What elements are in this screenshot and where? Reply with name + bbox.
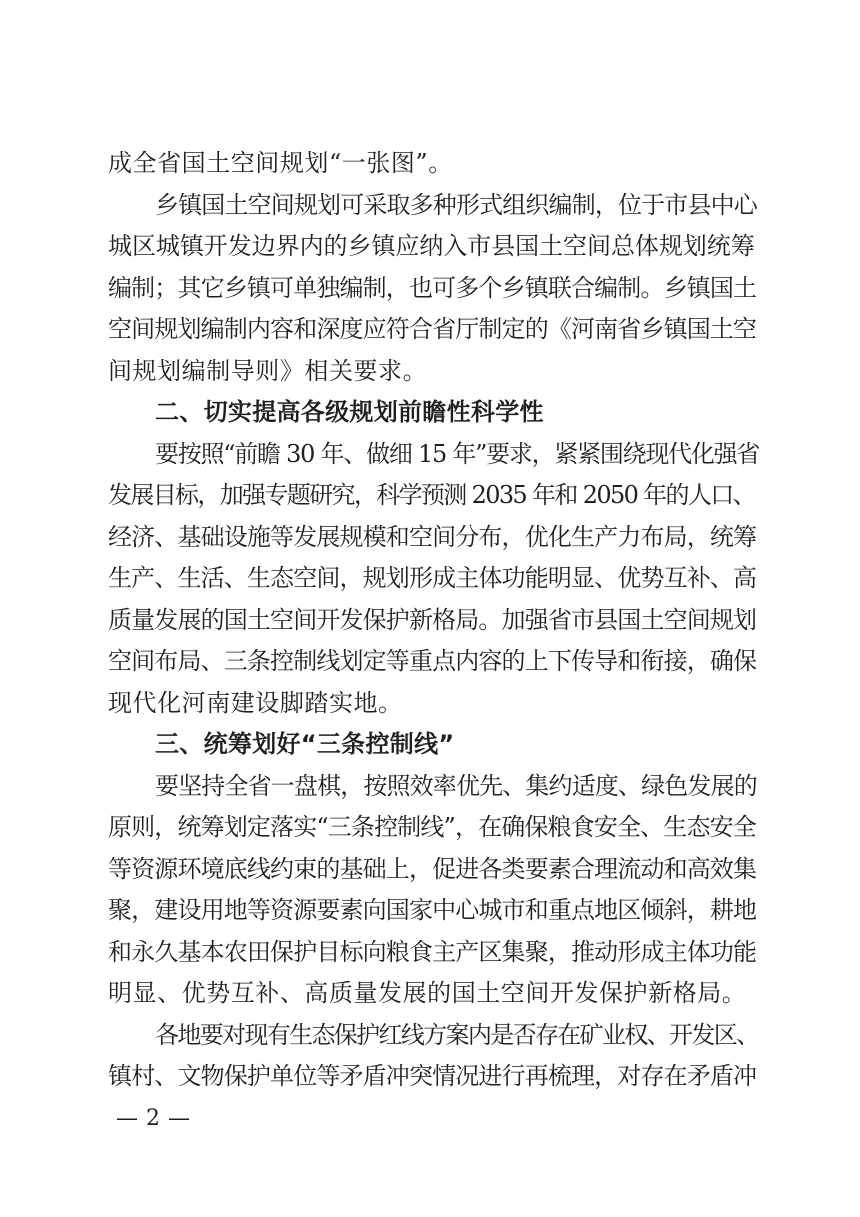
text-line: 间规划编制导则》相关要求。 <box>108 357 428 385</box>
text-line: 聚，建设用地等资源要素向国家中心城市和重点地区倾斜，耕地 <box>108 896 757 924</box>
paragraph-first-line: 各地要对现有生态保护红线方案内是否存在矿业权、开发区、 <box>155 1021 759 1049</box>
text-line: 镇村、文物保护单位等矛盾冲突情况进行再梳理，对存在矛盾冲 <box>108 1062 757 1090</box>
text-line: 明显、优势互补、高质量发展的国土空间开发保护新格局。 <box>108 979 747 1007</box>
text-line: 成全省国土空间规划“一张图”。 <box>108 149 453 177</box>
page-number: — 2 — <box>116 1106 191 1131</box>
text-line: 空间布局、三条控制线划定等重点内容的上下传导和衔接，确保 <box>108 647 757 675</box>
section-heading-2: 二、切实提高各级规划前瞻性科学性 <box>155 398 544 426</box>
text-line: 空间规划编制内容和深度应符合省厅制定的《河南省乡镇国土空 <box>108 315 757 343</box>
text-line: 经济、基础设施等发展规模和空间分布，优化生产力布局，统筹 <box>108 523 757 551</box>
section-heading-3: 三、统筹划好“三条控制线” <box>155 730 455 758</box>
paragraph-first-line: 要坚持全省一盘棋，按照效率优先、集约适度、绿色发展的 <box>155 772 757 800</box>
text-line: 现代化河南建设脚踏实地。 <box>108 689 403 717</box>
text-line: 城区城镇开发边界内的乡镇应纳入市县国土空间总体规划统筹 <box>108 232 755 260</box>
paragraph-first-line: 要按照“前瞻 30 年、做细 15 年”要求，紧紧围绕现代化强省 <box>155 440 760 468</box>
text-line: 原则，统筹划定落实“三条控制线”，在确保粮食安全、生态安全 <box>108 813 756 841</box>
text-line: 发展目标，加强专题研究，科学预测 2035 年和 2050 年的人口、 <box>108 481 755 509</box>
paragraph-first-line: 乡镇国土空间规划可采取多种形式组织编制，位于市县中心 <box>155 191 757 219</box>
text-line: 编制；其它乡镇可单独编制，也可多个乡镇联合编制。乡镇国土 <box>108 274 757 302</box>
text-line: 等资源环境底线约束的基础上，促进各类要素合理流动和高效集 <box>108 855 757 883</box>
text-line: 质量发展的国土空间开发保护新格局。加强省市县国土空间规划 <box>108 606 757 634</box>
text-line: 生产、生活、生态空间，规划形成主体功能明显、优势互补、高 <box>108 564 757 592</box>
text-line: 和永久基本农田保护目标向粮食主产区集聚，推动形成主体功能 <box>108 938 757 966</box>
